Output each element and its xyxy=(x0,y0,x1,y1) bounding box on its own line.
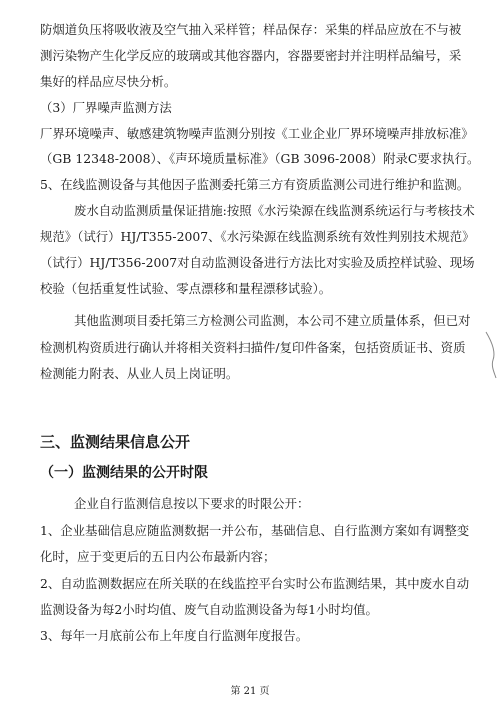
paragraph-line: 检测能力附表、从业人员上岗证明。 xyxy=(40,366,239,381)
paragraph-line: 规范》（试行）HJ/T355-2007、《水污染源在线监测系统有效性判别技术规范》 xyxy=(40,229,475,244)
paragraph-line: 5、在线监测设备与其他因子监测委托第三方有资质监测公司进行维护和监测。 xyxy=(40,177,470,192)
paragraph-line: （GB 12348-2008）、《声环境质量标准》（GB 3096-2008）附录C要求执行。 xyxy=(40,151,480,166)
paragraph-line: 集好的样品应尽快分析。 xyxy=(40,74,177,89)
paragraph-line: 其他监测项目委托第三方检测公司监测，本公司不建立质量体系，但已对 xyxy=(74,313,471,328)
page-number: 第 21 页 xyxy=(230,686,270,697)
list-item: 2、自动监测数据应在所关联的在线监控平台实时公布监测结果，其中废水自动 xyxy=(40,576,470,591)
section-heading: 三、监测结果信息公开 xyxy=(40,433,191,451)
list-item: 3、每年一月底前公布上年度自行监测年度报告。 xyxy=(40,628,309,643)
list-item-continuation: 化时，应于变更后的五日内公布最新内容； xyxy=(40,549,276,564)
paragraph-line: 校验（包括重复性试验、零点漂移和量程漂移试验）。 xyxy=(40,281,332,296)
paragraph-line: 检测机构资质进行确认并将相关资料扫描件/复印件备案，包括资质证书、资质 xyxy=(40,340,466,355)
paragraph-line: 厂界环境噪声、敏感建筑物噪声监测分别按《工业企业厂界环境噪声排放标准》 xyxy=(40,126,474,141)
binding-mark-icon xyxy=(484,330,498,380)
list-item-continuation: 监测设备为每2小时均值、废气自动监测设备为每1小时均值。 xyxy=(40,602,378,617)
list-item: 1、企业基础信息应随监测数据一并公布，基础信息、自行监测方案如有调整变 xyxy=(40,523,470,538)
paragraph-line: 废水自动监测质量保证措施:按照《水污染源在线监测系统运行与考核技术 xyxy=(74,203,475,218)
subsection-heading: （一）监测结果的公开时限 xyxy=(40,465,208,481)
subheading-noise-method: （3）厂界噪声监测方法 xyxy=(40,100,172,115)
paragraph-line: 防烟道负压将吸收液及空气抽入采样管；样品保存：采集的样品应放在不与被 xyxy=(40,22,462,37)
paragraph-line: 企业自行监测信息按以下要求的时限公开： xyxy=(74,496,310,511)
paragraph-line: 测污染物产生化学反应的玻璃或其他容器内，容器要密封并注明样品编号，采 xyxy=(40,48,462,63)
paragraph-line: （试行）HJ/T356-2007对自动监测设备进行方法比对实验及质控样试验、现场 xyxy=(40,255,475,270)
